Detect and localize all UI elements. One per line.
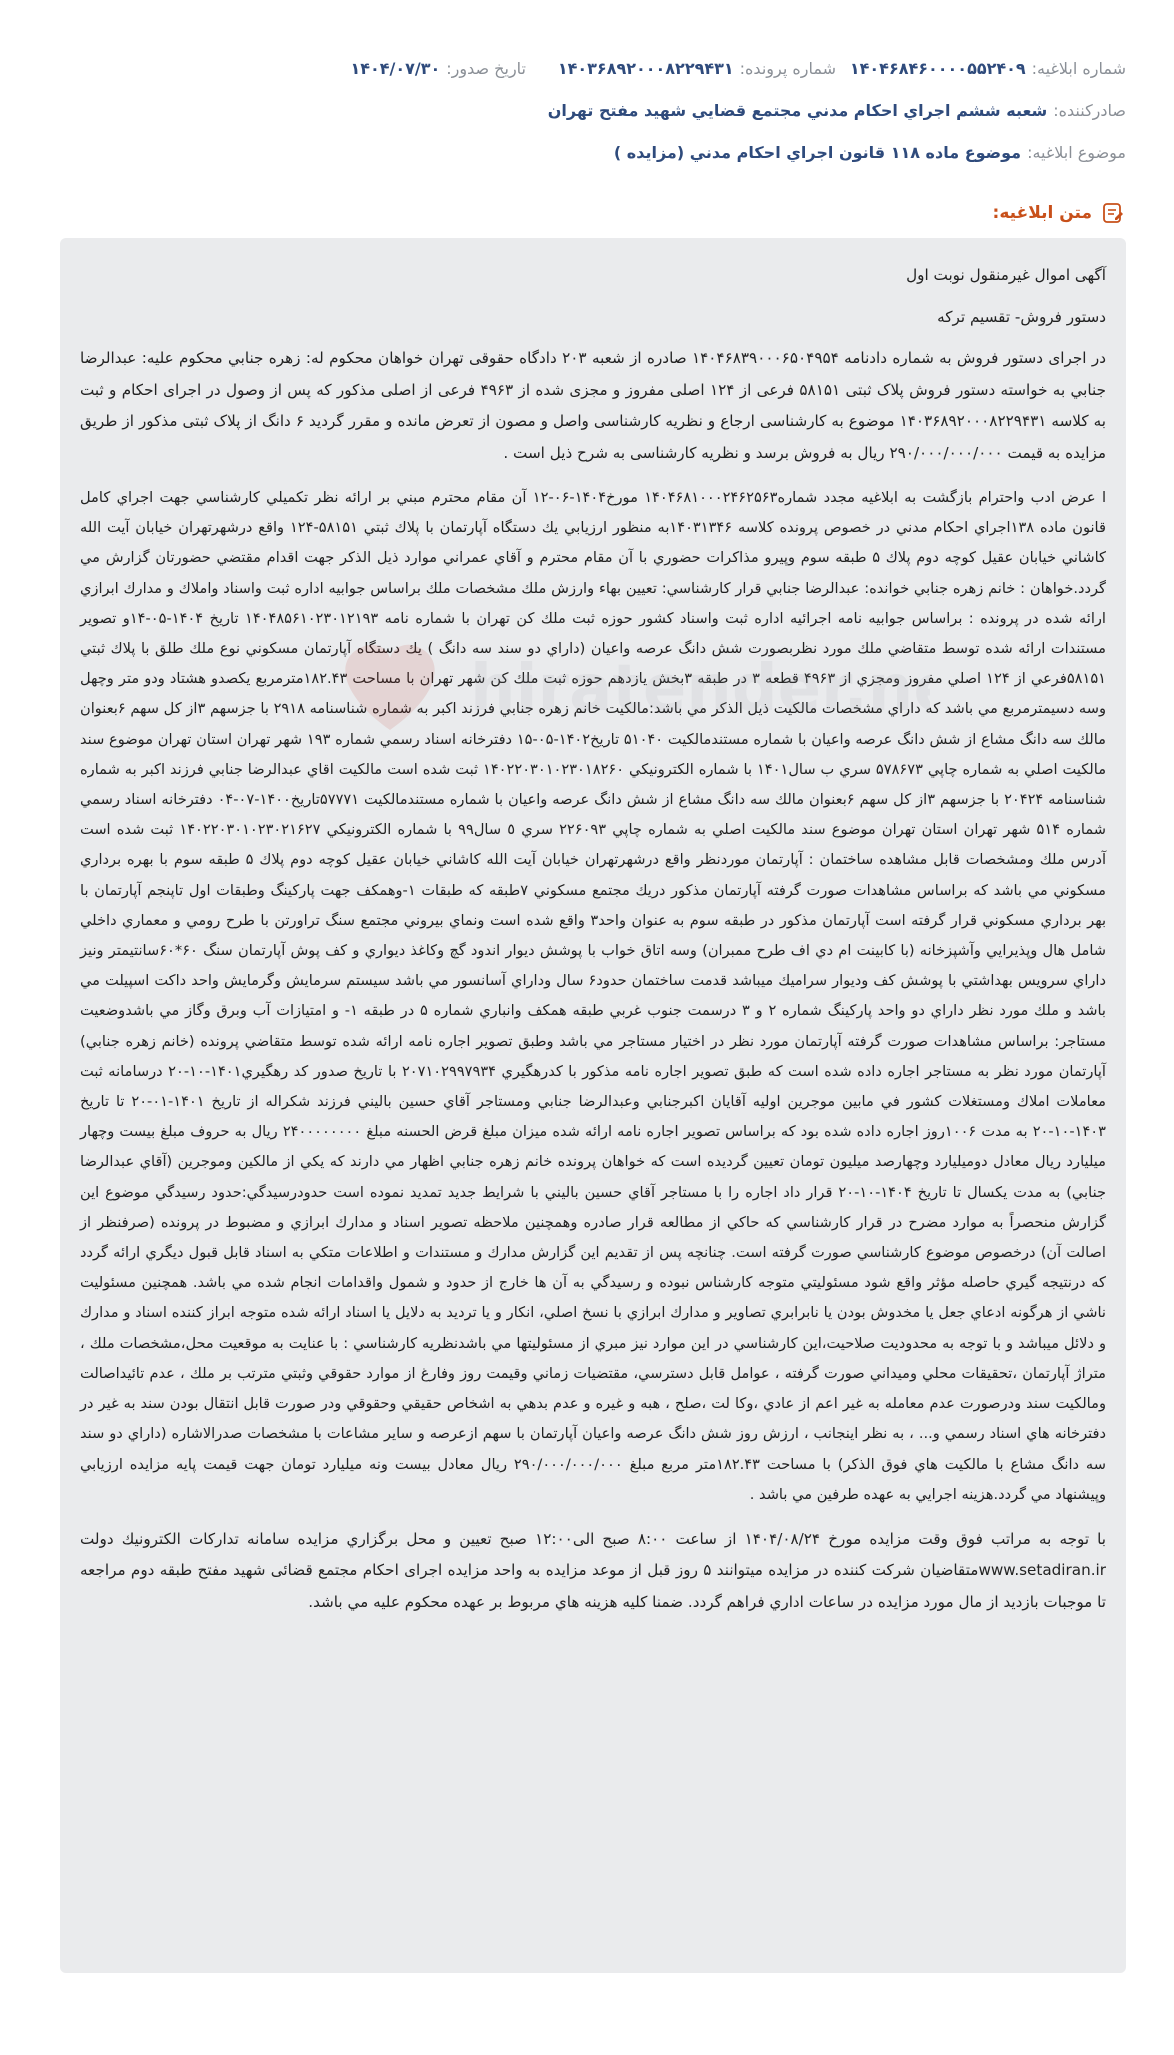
paragraph-expert-report: ا عرض ادب واحترام بازگشت به ابلاغیه مجدد شماره۱۴۰۴۶۸۱۰۰۰۲۴۶۲۵۶۳ مورخ۱۴۰۴-۰۶-۱۲ آن مقام محترم مبني بر ارائه نظر تكميلي كارشناسي جهت اجراي كامل قانون ماده ۱۳۸اجراي احكام مدني در خصوص پرونده كلاسه ۱۴۰۳۱۳۴۶به منظور ارزيابي يك دستگاه آپارتمان با پلاك ثبتي ۵۸۱۵۱-۱۲۴ واقع درشهرتهران خيابان آيت الله كاشاني خيابان عقيل كوچه دوم پلاك ۵ طبقه سوم وپيرو مذاكرات حضوري با آن مقام محترم و آقاي عمراني موارد ذيل الذكر جهت اقدام مقتضي حضورتان گزارش مي گردد.خواهان : خانم زهره جنابي خوانده: عبدالرضا جنابي قرار كارشناسي: تعيين بهاء وارزش ملك مشخصات ملك براساس جوابيه اداره ثبت واسناد واملاك و مدارك ابرازي ارائه شده در پرونده : براساس جوابيه نامه اجرائيه اداره ثبت واسناد كشور حوزه ثبت ملك كن تهران با شماره نامه ۱۴۰۴۸۵۶۱۰۲۳۰۱۲۱۹۳ تاريخ ۱۴۰۴-۰۵-۱۴و تصوير مستندات ارائه شده توسط متقاضي ملك مورد نظربصورت شش دانگ عرصه واعيان (داراي دو سند سه دانگ ) يك دستگاه آپارتمان مسكوني نوع ملك طلق با پلاك ثبتي ۵۸۱۵۱فرعي از ۱۲۴ اصلي مفروز ومجزي از ۴۹۶۳ قطعه ۳ در طبقه ۳بخش يازدهم حوزه ثبت ملك كن شهر تهران با مساحت ۱۸۲.۴۳مترمربع يكصدو هشتاد ودو متر وچهل وسه دسيمترمربع مي باشد كه داراي مشخصات مالكيت ذيل الذكر مي باشد:مالكيت خانم زهره جنابي فرزند اكبر به شماره شناسنامه ۲۹۱۸ با جزسهم ۳از كل سهم ۶بعنوان مالك سه دانگ مشاع از شش دانگ عرصه واعيان با شماره مستندمالكيت ۵۱۰۴۰ تاريخ۱۴۰۲-۰۵-۱۵ دفترخانه اسناد رسمي شماره ۱۹۳ شهر تهران استان تهران موضوع سند مالكيت اصلي به شماره چاپي ۵۷۸۶۷۳ سري ب سال۱۴۰۱ با شماره الكترونيكي ۱۴۰۲۲۰۳۰۱۰۲۳۰۱۸۲۶۰ ثبت شده است مالكيت اقاي عبدالرضا جنابي فرزند اكبر به شماره شناسنامه ۲۰۴۲۴ با جزسهم ۳از كل سهم ۶بعنوان مالك سه دانگ مشاع از شش دانگ عرصه واعيان با شماره مستندمالكيت ۵۷۷۷۱تاريخ۱۴۰۰-۰۷-۰۴ دفترخانه اسناد رسمي شماره ۵۱۴ شهر تهران استان تهران موضوع سند مالكيت اصلي به شماره چاپي ۲۲۶۰۹۳ سري ٥ سال۹۹ با شماره الكترونيكي ۱۴۰۲۲۰۳۰۱۰۲۳۰۲۱۶۲۷ ثبت شده است آدرس ملك ومشخصات قابل مشاهده ساختمان : آپارتمان موردنظر واقع درشهرتهران خيابان آيت الله كاشاني خيابان عقيل كوچه دوم پلاك ۵ طبقه سوم با بهره برداري مسكوني مي باشد كه براساس مشاهدات صورت گرفته آپارتمان مذكور دريك مجتمع مسكوني ۷طبقه كه طبقات ۱-وهمكف جهت پاركينگ وطبقات اول تاپنجم آپارتمان با بهر برداري مسكوني قرار گرفته است آپارتمان مذكور در طبقه سوم به عنوان واحد۳ واقع شده است ونماي بيروني مجتمع سنگ تراورتن با طرح رومي و معماري داخلي شامل هال وپذيرايي وآشپزخانه (با كابينت ام دي اف طرح ممبران) وسه اتاق خواب با پوشش ديوار اندود گچ وكاغذ ديواري و كف پوش آپارتمان سنگ ۶۰*۶۰سانتيمتر ونيز داراي سرويس بهداشتي با پوشش كف وديوار سراميك ميباشد قدمت ساختمان حدود۶ سال وداراي آسانسور مي باشد سيستم سرمايش وگرمايش واحد داكت اسپيلت مي باشد و ملك مورد نظر داراي دو واحد پاركينگ شماره ۲ و ۳ درسمت جنوب غربي طبقه همكف وانباري شماره ۵ در طبقه ۱- و امتيازات آب وبرق وگاز مي باشدوضعيت مستاجر: براساس مشاهدات صورت گرفته آپارتمان مورد نظر در اختيار مستاجر مي باشد وطبق تصوير اجاره نامه ارائه شده توسط متقاضي پرونده (خانم زهره جنابي) آپارتمان مورد نظر به مستاجر اجاره داده شده است كه طبق تصوير اجاره نامه مذكور با كدرهگيري ۲۰۷۱۰۲۹۹۷۹۳۴ با تاريخ صدور كد رهگيري۱۴۰۱-۱۰-۲۰ درسامانه ثبت معاملات املاك ومستغلات كشور في مابين موجرين اوليه آقايان اكبرجنابي وعبدالرضا جنابي ومستاجر آقاي حسين باليني فرزند شكراله از تاريخ ۱۴۰۱-۰۱-۲۰ تا تاريخ ۱۴۰۳-۱۰-۲۰ به مدت ۱۰۰۶روز اجاره داده شده بود كه براساس تصوير اجاره نامه ارائه شده ميزان مبلغ قرض الحسنه مبلغ ۲۴۰۰۰۰۰۰۰۰ ريال به حروف مبلغ بيست وچهار ميليارد ريال معادل دوميليارد وچهارصد ميليون تومان تعيين گرديده است كه خواهان پرونده خانم زهره جنابي اظهار مي دارند كه يكي از مالكين وموجرين (آقاي عبدالرضا جنابي) به مدت يكسال تا تاريخ ۱۴۰۴-۱۰-۲۰ قرار داد اجاره را با مستاجر آقاي حسين باليني با شرايط جديد تمديد نموده است حدودرسيدگي:حدود رسيدگي موضوع اين گزارش منحصراً به موارد مضرح در قرار كارشناسي كه حاكي از مطالعه قرار صادره وهمچنين ملاحظه تصوير اسناد و مدارك ابرازي و مضبوط در پرونده (صرفنظر از اصالت آن) درخصوص موضوع كارشناسي صورت گرفته است. چنانچه پس از تقديم اين گزارش مدارك و مستندات و اطلاعات متكي به اسناد قابل قبول ديگري ارائه گردد كه درنتيجه گيري حاصله مؤثر واقع شود مسئوليتي متوجه كارشناس نبوده و رسيدگي به آن ها خارج از حدود و شمول واقدامات انجام شده مي باشد. همچنين مسئوليت ناشي از هرگونه ادعاي جعل يا مخدوش بودن يا نابرابري تصاوير و مدارك ابرازي با نسخ اصلي، انكار و يا ترديد به دلايل يا اسناد ارائه شده متوجه ابراز كننده اسناد و مدارك و دلائل ميباشد و با توجه به محدوديت صلاحيت،اين كارشناسي در اين موارد نيز مبري از مسئوليتها مي باشدنظريه كارشناسي : با عنايت به موقعيت محل،مشخصات ملك ، متراژ آپارتمان ،تحقيقات محلي وميداني صورت گرفته ، عوامل قابل دسترسي، مقتضيات زماني وقيمت روز وفارغ از موارد حقوقي وثبتي مترتب بر ملك ، عدم تائيداصالت ومالكيت سند ودرصورت عدم معامله به غير اعم از عادي ،وكا لت ،صلح ، هبه و غيره و عدم بدهي به اشخاص حقيقي وحقوقي ودر صورت قابل انتقال بودن سند به غير در دفترخانه هاي اسناد رسمي و... ، به نظر اينجانب ، ارزش روز شش دانگ عرصه واعيان آپارتمان با سهم ازعرصه و ساير مشاعات با مشخصات صدرالاشاره (داراي دو سند سه دانگ مشاع با مالكيت هاي فوق الذكر) با مساحت ۱۸۲.۴۳متر مربع مبلغ ۲۹۰/۰۰۰/۰۰۰/۰۰۰ ريال معادل بيست ونه ميليارد تومان جهت قيمت پايه مزايده ارزيابي وپيشنهاد مي گردد.هزينه اجرايي به عهده طرفين مي باشد . <box>80 489 1107 1503</box>
notice-text-header <box>993 198 1126 228</box>
issue-date-value: ۱۴۰۴/۰۷/۳۰ <box>350 58 441 78</box>
sender-value: شعبه ششم اجراي احكام مدني مجتمع قضايي شهيد مفتح تهران <box>547 100 1048 120</box>
subject-line <box>48 140 1126 164</box>
ad-title: آگهی اموال غیرمنقول نوبت اول <box>906 266 1106 284</box>
issue-date <box>350 59 526 78</box>
notice-text-label: متن ابلاغیه: <box>992 203 1092 223</box>
subject-label: موضوع ابلاغیه: <box>1027 142 1126 162</box>
sender-label: صادرکننده: <box>1053 100 1126 120</box>
sender-line <box>48 98 1126 122</box>
document-icon <box>1100 200 1126 226</box>
notice-number-value: ۱۴۰۴۶۸۴۶۰۰۰۰۵۵۲۴۰۹ <box>849 58 1026 78</box>
issue-date-label: تاریخ صدور: <box>446 58 526 78</box>
paragraph-sale-order: در اجرای دستور فروش به شماره دادنامه ۱۴۰۴۶۸۳۹۰۰۰۶۵۰۴۹۵۴ صادره از شعبه ۲۰۳ دادگاه حقوقی تهران خواهان محکوم له: زهره جنابي محکوم علیه: عبدالرضا جنابي به خواسته دستور فروش پلاک ثبتی ۵۸۱۵۱ فرعی از ۱۲۴ اصلی مفروز و مجزی شده از ۴۹۶۳ فرعی از اصلی مذکور که پس از وصول در اجرای احکام و ثبت به کلاسه ۱۴۰۳۶۸۹۲۰۰۰۸۲۲۹۴۳۱ موضوع به کارشناسی ارجاع و نظریه کارشناسی واصل و مصون از تعرض مانده و مقرر گردید ۶ دانگ از پلاک ثبتی مذکور از طریق مزایده به قیمت ۲۹۰/۰۰۰/۰۰۰/۰۰۰ ریال به فروش برسد و نظریه کارشناسی به شرح ذیل است . <box>80 349 1106 462</box>
case-number-value: ۱۴۰۳۶۸۹۲۰۰۰۸۲۲۹۴۳۱ <box>557 58 734 78</box>
case-number-label: شماره پرونده: <box>739 58 836 78</box>
ad-subtitle: دستور فروش- تقسیم ترکه <box>937 307 1106 326</box>
notice-meta-row <box>48 56 1126 80</box>
paragraph-auction-details: با توجه به مراتب فوق وقت مزایده مورخ ۱۴۰۴/۰۸/۲۴ از ساعت ۸:۰۰ صبح الی۱۲:۰۰ صبح تعیین و محل برگزاري مزايده سامانه تداركات الكترونيك دولت www.setadiran.irمتقاضیان شرکت کننده در مزایده میتوانند ۵ روز قبل از موعد مزايده به واحد مزایده اجرای احکام مجتمع قضائی شهید مفتح طبقه دوم مراجعه تا موجبات بازدید از مال مورد مزایده در ساعات اداري فراهم گردد. ضمنا کلیه هزینه هاي مربوط بر عهده محکوم علیه مي باشد. <box>80 1529 1106 1611</box>
subject-value: موضوع ماده ۱۱۸ قانون اجراي احكام مدني (مزايده ) <box>613 142 1022 162</box>
notice-number-label: شماره ابلاغیه: <box>1031 58 1126 78</box>
watermark-text: hiratender.n <box>470 652 914 726</box>
notice-body-panel <box>60 238 1126 1973</box>
notice-number <box>836 59 1126 78</box>
case-number <box>526 59 836 78</box>
